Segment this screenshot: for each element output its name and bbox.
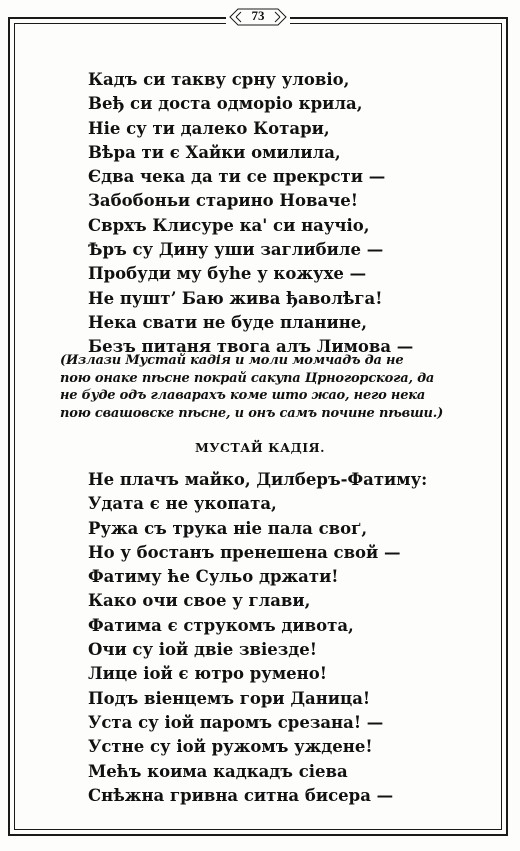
verse-line: Ѣръ су Дину уши заглибиле —: [88, 240, 384, 260]
verse-line: Забобоньи старино Новаче!: [88, 191, 359, 211]
verse-line: Не пуштʼ Баю жива ђаволѣга!: [88, 288, 383, 308]
verse-line: Безъ питаня твога алъ Лимова —: [88, 337, 414, 357]
verse-line: Ружа съ трука ніе пала своґ,: [88, 518, 368, 538]
verse-line: Фатиму ће Сульо држати!: [88, 567, 339, 587]
verse-line: Устне су іой ружомъ уждене!: [88, 737, 373, 757]
verse-line: Єдва чека да ти се прекрсти —: [88, 167, 386, 187]
verse-line: Лице іой є ютро румено!: [88, 664, 327, 684]
verse-line: Подъ віенцемъ гори Даница!: [88, 688, 371, 708]
verse-line: Но у бостанъ пренешена свой —: [88, 542, 401, 562]
verse-line: Пробуди му буhе у кожухе —: [88, 264, 367, 284]
verse-line: Нека свати не буде планине,: [88, 312, 368, 332]
verse-line: Снѣжна гривна ситна бисера —: [88, 785, 394, 805]
stage-direction-line: пою свашовске пѣсне, и онъ самъ почине пѣвши.): [60, 405, 444, 421]
verse-line: Очи су іой двіе звіезде!: [88, 640, 318, 660]
stage-direction-line: пою онаке пѣсне покрай сакупа Црногорскога, да: [60, 370, 435, 386]
speaker-heading: МУСТАЙ КАДІЯ.: [195, 440, 325, 455]
verse-stanza-1: [88, 68, 488, 360]
verse-line: Фатима є струкомъ дивота,: [88, 615, 354, 635]
stage-direction: [60, 352, 480, 422]
verse-line: Ніе су ти далеко Котари,: [88, 118, 330, 138]
verse-line: Вѣра ти є Хайки омилила,: [88, 142, 341, 162]
verse-line: Удата є не укопата,: [88, 494, 277, 514]
verse-stanza-2: [88, 468, 488, 808]
stage-direction-line: не буде одъ главарахъ коме што жао, него нека: [60, 388, 426, 403]
verse-line: Уста су іой паромъ срезана! —: [88, 712, 384, 732]
verse-line: Сврхъ Клисуре ка' си научіо,: [88, 215, 370, 235]
verse-line: Не плачъ майко, Дилберъ-Фатиму:: [88, 470, 428, 489]
stage-direction-line: (Излази Мустай кадія и моли момчадъ да не: [60, 353, 404, 368]
page-number-ornament: [226, 5, 290, 29]
page-number: 73: [251, 8, 265, 23]
verse-line: Веђ си доста одморіо крила,: [88, 94, 363, 114]
verse-line: Кадъ си такву срну уловіо,: [88, 70, 350, 89]
verse-line: Како очи свое у глави,: [88, 591, 311, 611]
verse-line: Мећъ коима кадкадъ сіева: [88, 761, 348, 781]
